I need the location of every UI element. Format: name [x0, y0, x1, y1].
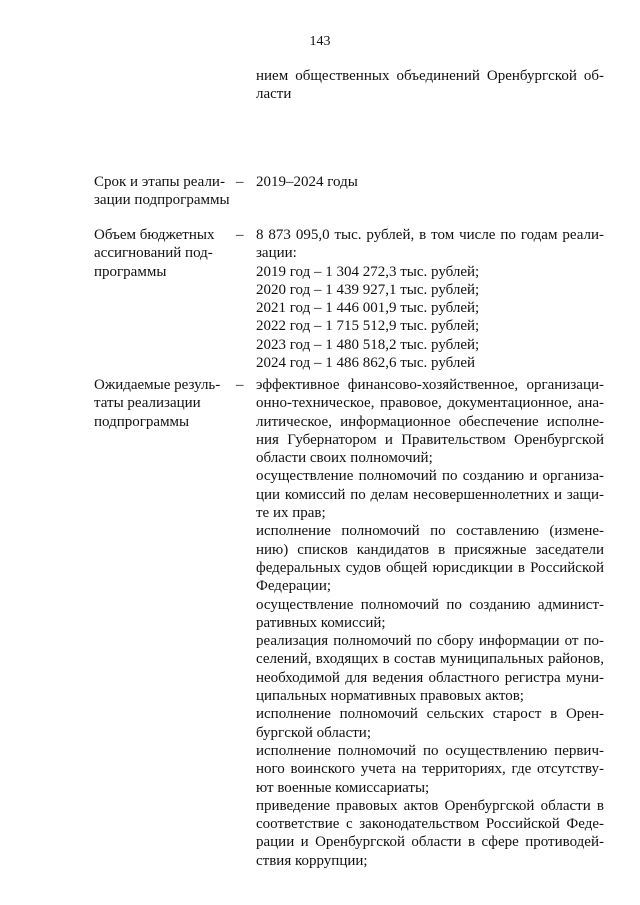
year-amount-line: 2019 год – 1 304 272,3 тыс. рублей; — [256, 263, 480, 280]
text-line: осуществление полномочий по созданию и организа- — [256, 468, 604, 485]
text-line: рации и Оренбургской области в сфере противодей- — [256, 834, 604, 851]
text-line: ния Губернатором и Правительством Оренбургской — [256, 431, 604, 448]
text-line: ствия коррупции; — [256, 852, 368, 869]
year-amount-line: 2024 год – 1 486 862,6 тыс. рублей — [256, 355, 476, 372]
text-line: осуществление полномочий по созданию админист- — [256, 596, 604, 613]
text-line: ласти — [256, 86, 292, 103]
text-line: нием общественных объединений Оренбургской об- — [256, 68, 604, 84]
text-line: нию) списков кандидатов в присяжные заседатели — [256, 541, 604, 558]
text-line: реализация полномочий по сбору информации от по- — [256, 633, 604, 650]
text-line: ципальных нормативных правовых актов; — [256, 688, 524, 705]
text-line: эффективное финансово-хозяйственное, организаци- — [256, 377, 604, 393]
text-line: ют военные комиссариаты; — [256, 779, 430, 796]
label-line: Объем бюджетных — [94, 227, 215, 243]
text-line: 8 873 095,0 тыс. рублей, в том числе по годам реали- — [256, 227, 604, 243]
results-dash: – — [236, 377, 244, 393]
text-line: необходимой для ведения областного регистра муни- — [256, 669, 604, 686]
label-line: программы — [94, 263, 167, 280]
text-line: бургской области; — [256, 724, 371, 741]
label-line: зации подпрограммы — [94, 192, 230, 209]
continuation-text — [256, 67, 604, 104]
text-line: селений, входящих в состав муниципальных районов, — [256, 651, 604, 668]
term-label — [94, 173, 230, 210]
text-line: соответствие с законодательством Российской Феде- — [256, 816, 604, 833]
year-amount-line: 2022 год – 1 715 512,9 тыс. рублей; — [256, 318, 480, 335]
year-amount-line: 2021 год – 1 446 001,9 тыс. рублей; — [256, 300, 480, 317]
budget-dash: – — [236, 227, 244, 243]
text-line: зации: — [256, 245, 297, 262]
results-value — [256, 376, 604, 870]
text-line: литическое, информационное обеспечение исполне- — [256, 413, 604, 430]
budget-value — [256, 226, 604, 372]
results-label — [94, 376, 230, 431]
text-line: Федерации; — [256, 578, 332, 595]
year-amount-line: 2023 год – 1 480 518,2 тыс. рублей; — [256, 336, 480, 353]
label-line: Срок и этапы реали- — [94, 174, 225, 190]
term-dash: – — [236, 174, 244, 190]
text-line: онно-техническое, правовое, документационное, ана- — [256, 395, 604, 412]
label-line: таты реализации — [94, 395, 201, 412]
text-line: приведение правовых актов Оренбургской области в — [256, 797, 604, 814]
text-line: ного воинского учета на территориях, где отсутству- — [256, 761, 604, 778]
text-line: исполнение полномочий по осуществлению первич- — [256, 742, 604, 759]
label-line: Ожидаемые резуль- — [94, 377, 221, 393]
text-line: ративных комиссий; — [256, 614, 386, 631]
text-line: ции комиссий по делам несовершеннолетних и защи- — [256, 486, 604, 503]
budget-label — [94, 226, 230, 281]
text-line: исполнение полномочий по составлению (измене- — [256, 523, 604, 540]
year-amount-line: 2020 год – 1 439 927,1 тыс. рублей; — [256, 281, 480, 298]
label-line: ассигнований под- — [94, 245, 213, 262]
text-line: федеральных судов общей юрисдикции в Российской — [256, 559, 604, 576]
text-line: те их прав; — [256, 505, 326, 522]
text-line: области своих полномочий; — [256, 450, 433, 467]
term-value: 2019–2024 годы — [256, 174, 358, 190]
label-line: подпрограммы — [94, 413, 190, 430]
text-line: исполнение полномочий сельских старост в Орен- — [256, 706, 604, 723]
page-number: 143 — [309, 34, 331, 49]
